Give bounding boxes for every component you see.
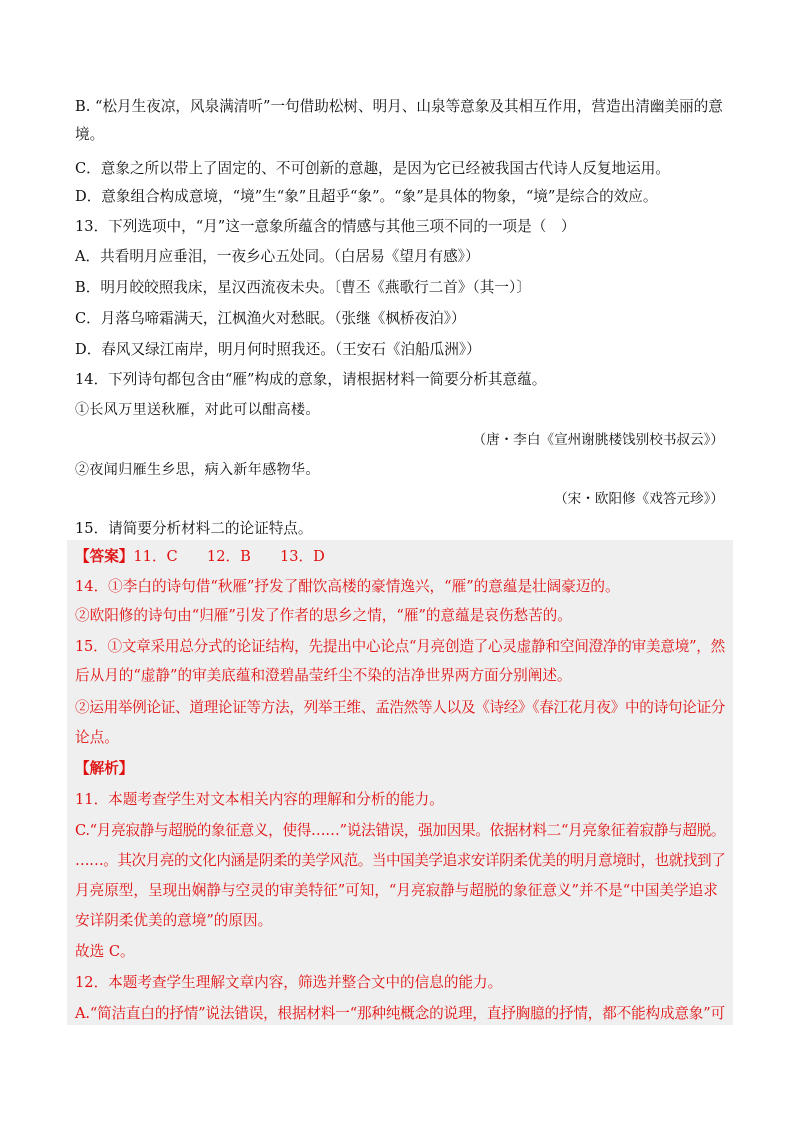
analysis-11-intro: 11．本题考查学生对文本相关内容的理解和分析的能力。 — [75, 791, 444, 808]
option-c: C．意象之所以带上了固定的、不可创新的意趣，是因为它已经被我国古代诗人反复地运用。 — [75, 160, 670, 177]
mc-answers: 11．C 12．B 13．D — [133, 548, 325, 565]
analysis-11-line3: 月亮原型，呈现出娴静与空灵的审美特征”可知，“月亮寂静与超脱的象征意义”并不是“中国美学追求 — [75, 882, 718, 899]
question-15: 15．请简要分析材料二的论证特点。 — [75, 520, 313, 537]
answer-15-2-line2: 论点。 — [75, 729, 119, 746]
answer-row — [75, 548, 325, 566]
answer-15-2-line1: ②运用举例论证、道理论证等方法，列举王维、孟浩然等人以及《诗经》《春江花月夜》中的诗句论证分 — [75, 699, 726, 716]
poem-1-source: （唐・李白《宣州谢朓楼饯别校书叔云》） — [472, 432, 724, 448]
question-14: 14．下列诗句都包含由“雁”构成的意象，请根据材料一简要分析其意蕴。 — [75, 371, 547, 388]
q13-option-a: A．共看明月应垂泪，一夜乡心五处同。（白居易《望月有感》） — [75, 248, 480, 265]
q13-option-b: B．明月皎皎照我床，星汉西流夜未央。〔曹丕《燕歌行二首》（其一）〕 — [75, 279, 531, 296]
answer-14-1: 14．①李白的诗句借“秋雁”抒发了酣饮高楼的豪情逸兴，“雁”的意蕴是壮阔豪迈的。 — [75, 578, 620, 595]
analysis-11-line2: ……。其次月亮的文化内涵是阴柔的美学风范。当中国美学追求安详阴柔优美的明月意境时，也就找到了 — [75, 852, 726, 869]
analysis-11-line4: 安详阴柔优美的意境”的原因。 — [75, 912, 273, 929]
poem-1: ①长风万里送秋雁，对此可以酣高楼。 — [75, 402, 320, 418]
analysis-11-line1: C.“月亮寂静与超脱的象征意义，使得……”说法错误，强加因果。依据材料二“月亮象征着寂静与超脱。 — [75, 822, 726, 839]
poem-2: ②夜闻归雁生乡思，病入新年感物华。 — [75, 462, 320, 478]
analysis-11-choice: 故选 C。 — [75, 943, 135, 960]
answer-15-1-line1: 15．①文章采用总分式的论证结构，先提出中心论点“月亮创造了心灵虚静和空间澄净的审美意境”，然 — [75, 638, 726, 655]
poem-2-source: （宋・欧阳修《戏答元珍》） — [554, 491, 724, 507]
q13-option-d: D．春风又绿江南岸，明月何时照我还。（王安石《泊船瓜洲》） — [75, 341, 481, 358]
answer-14-2: ②欧阳修的诗句由“归雁”引发了作者的思乡之情，“雁”的意蕴是哀伤愁苦的。 — [75, 607, 572, 624]
analysis-header: 【解析】 — [75, 760, 134, 777]
option-b-line2: 境。 — [75, 126, 105, 143]
question-13: 13．下列选项中，“月”这一意象所蕴含的情感与其他三项不同的一项是（ ） — [75, 218, 576, 235]
option-b-line1: B. “松月生夜凉，风泉满清听”一句借助松树、明月、山泉等意象及其相互作用，营造出清幽美丽的意 — [75, 98, 723, 115]
answer-header: 【答案】 — [75, 548, 134, 565]
option-d: D．意象组合构成意境，“境”生“象”且超乎“象”。“象”是具体的物象，“境”是综合的效应。 — [75, 188, 658, 205]
q13-option-c: C．月落乌啼霜满天，江枫渔火对愁眠。（张继《枫桥夜泊》） — [75, 310, 466, 327]
analysis-12-line1: A.“简洁直白的抒情”说法错误，根据材料一“那种纯概念的说理，直抒胸臆的抒情，都不能构成意象”可 — [75, 1005, 725, 1022]
analysis-12-intro: 12．本题考查学生理解文章内容，筛选并整合文中的信息的能力。 — [75, 974, 503, 991]
answer-15-1-line2: 后从月的“虚静”的审美底蕴和澄碧晶莹纤尘不染的洁净世界两方面分别阐述。 — [75, 667, 572, 684]
